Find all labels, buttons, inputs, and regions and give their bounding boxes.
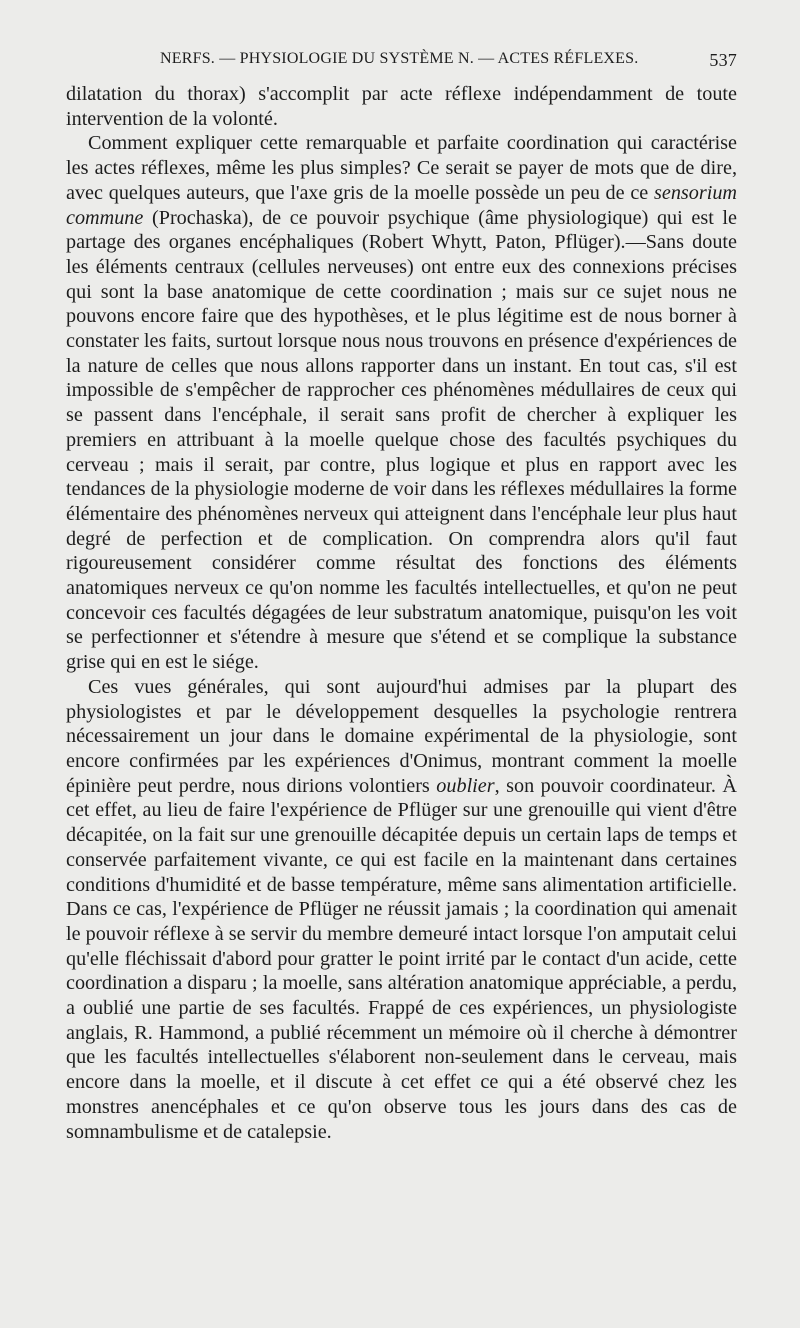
running-header	[66, 50, 737, 74]
paragraph-text: Ces vues générales, qui sont aujourd'hui admises par la plupart des physiologistes et par le développement desquelles la psychologie rentrera nécessairement un jour dans le domaine expérimental de la physiologie, sont encore confirmées par les expériences d'Onimus, montrant comment la moelle épinière peut perdre, nous dirions volontiers	[66, 675, 737, 797]
paragraph	[66, 131, 737, 674]
paragraph-text: Comment expliquer cette remarquable et parfaite coordination qui caractérise les actes réflexes, même les plus simples? Ce serait se payer de mots que de dire, avec quelques auteurs, que l'axe gris de la moelle possède un peu de ce	[66, 132, 737, 204]
paragraph-continued	[66, 82, 737, 131]
body-text	[66, 82, 737, 1144]
page-number: 537	[709, 50, 737, 70]
paragraph-text: (Prochaska), de ce pouvoir psychique (âme physiologique) qui est le partage des organes encéphaliques (Robert Whytt, Paton, Pflüger).—Sans doute les éléments centraux (cellules nerveuses) ont entre eux des connexions précises qui sont la base anatomique de cette coordination ; mais sur ce sujet nous ne pouvons encore faire que des hypothèses, et le plus légitime est de nous borner à constater les faits, surtout lorsque nous nous trouvons en présence d'expériences de la nature de celles que nous allons rapporter dans un instant. En tout cas, s'il est impossible de s'empêcher de rapprocher ces phénomènes médullaires de ceux qui se passent dans l'encéphale, il serait sans profit de chercher à expliquer les premiers en attribuant à la moelle quelque chose des facultés psychiques du cerveau ; mais il serait, par contre, plus logique et plus en rapport avec les tendances de la physiologie moderne de voir dans les réflexes médullaires la forme élémentaire des phénomènes nerveux qui atteignent dans l'encéphale leur plus haut degré de perfection et de complication. On comprendra alors qu'il faut rigoureusement considérer comme résultat des fonctions des éléments anatomiques nerveux ce qu'on nomme les facultés intellectuelles, et qu'on ne peut concevoir ces facultés dégagées de leur substratum anatomique, puisqu'on les voit se perfectionner et s'étendre à mesure que s'étend et se complique la substance grise qui en est le siége.	[66, 206, 737, 674]
italic-term: sensorium commune	[66, 181, 737, 229]
paragraph-text: dilatation du thorax) s'accomplit par acte réflexe indépendamment de toute intervention de la volonté.	[66, 83, 737, 130]
paragraph-text: , son pouvoir coordinateur. À cet effet, au lieu de faire l'expérience de Pflüger sur une grenouille qui vient d'être décapitée, on la fait sur une grenouille décapitée depuis un certain laps de temps et conservée parfaitement vivante, ce qui est facile en la maintenant dans certaines conditions d'humidité et de basse température, même sans alimentation artificielle. Dans ce cas, l'expérience de Pflüger ne réussit jamais ; la coordination qui amenait le pouvoir réflexe à se servir du membre demeuré intact lorsque l'on amputait celui qu'elle fléchissait d'abord pour gratter le point irrité par le contact d'un acide, cette coordination a disparu ; la moelle, sans altération anatomique appréciable, a perdu, a oublié une partie de ses facultés. Frappé de ces expériences, un physiologiste anglais, R. Hammond, a publié récemment un mémoire où il cherche à démontrer que les facultés intellectuelles s'élaborent non-seulement dans le cerveau, mais encore dans la moelle, et il discute à cet effet ce qui a été observé chez les monstres anencéphales et ce qu'on observe tous les jours dans des cas de somnambulisme et de catalepsie.	[66, 774, 737, 1143]
italic-term: oublier	[436, 774, 495, 797]
paragraph	[66, 675, 737, 1144]
running-title: NERFS. — PHYSIOLOGIE DU SYSTÈME N. — ACTES RÉFLEXES.	[160, 50, 639, 67]
